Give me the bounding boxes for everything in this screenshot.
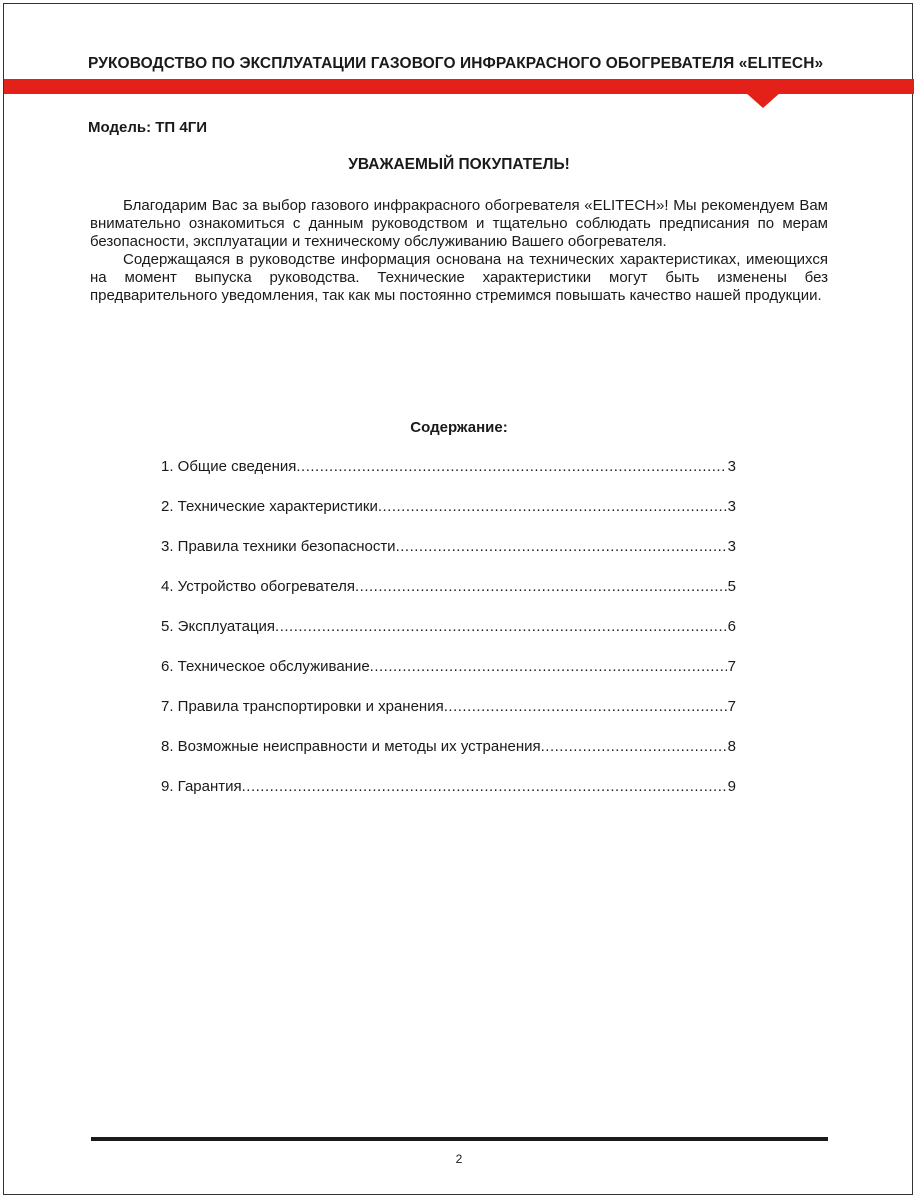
toc-item-title: 6. Техническое обслуживание [161,658,370,675]
toc-item[interactable] [161,778,736,818]
toc-item[interactable] [161,458,736,498]
toc-item-page: 8 [727,738,736,755]
toc-leader-dots [370,658,727,675]
toc-item[interactable] [161,738,736,778]
toc-heading: Содержание: [410,419,508,436]
toc-item-page: 6 [727,618,736,635]
toc-item-title: 2. Технические характеристики [161,498,378,515]
toc-item-title: 7. Правила транспортировки и хранения [161,698,444,715]
toc-leader-dots [275,618,727,635]
toc-leader-dots [541,738,727,755]
toc-item-page: 3 [727,538,736,555]
intro-paragraph-1: Благодарим Вас за выбор газового инфракрасного обогревателя «ELITECH»! Мы рекомендуем Вам внимательно ознакомиться с данным руководством и тщательно соблюдать предписания по мерам безопасности, эксплуатации и техническому обслуживанию Вашего обогревателя. [90,197,828,250]
toc-item-page: 5 [727,578,736,595]
toc-item-page: 9 [727,778,736,795]
document-header-title: РУКОВОДСТВО ПО ЭКСПЛУАТАЦИИ ГАЗОВОГО ИНФРАКРАСНОГО ОБОГРЕВАТЕЛЯ «ELITECH» [88,55,824,72]
toc-item-page: 7 [727,658,736,675]
model-label: Модель: ТП 4ГИ [88,119,207,136]
toc-item[interactable] [161,618,736,658]
toc-item-title: 8. Возможные неисправности и методы их устранения [161,738,541,755]
header-red-notch [745,92,781,108]
toc-item-title: 9. Гарантия [161,778,242,795]
toc-leader-dots [444,698,727,715]
toc-item-page: 7 [727,698,736,715]
toc-item[interactable] [161,578,736,618]
table-of-contents [161,458,736,818]
toc-leader-dots [378,498,727,515]
toc-item[interactable] [161,658,736,698]
toc-leader-dots [396,538,727,555]
intro-text [90,197,828,305]
toc-item[interactable] [161,698,736,738]
toc-item[interactable] [161,538,736,578]
toc-leader-dots [355,578,727,595]
toc-item-title: 4. Устройство обогревателя [161,578,355,595]
toc-item-page: 3 [727,458,736,475]
toc-item-title: 3. Правила техники безопасности [161,538,396,555]
toc-item-title: 5. Эксплуатация [161,618,276,635]
footer-rule [91,1137,828,1141]
toc-leader-dots [296,458,726,475]
toc-item-title: 1. Общие сведения [161,458,297,475]
toc-item[interactable] [161,498,736,538]
intro-paragraph-2: Содержащаяся в руководстве информация основана на технических характеристиках, имеющихся на момент выпуска руководства. Технические характеристики могут быть изменены без предварительного уведомления, так как мы постоянно стремимся повышать качество нашей продукции. [90,251,828,304]
greeting-heading: УВАЖАЕМЫЙ ПОКУПАТЕЛЬ! [348,156,570,173]
toc-leader-dots [242,778,727,795]
toc-item-page: 3 [727,498,736,515]
page-number: 2 [455,1152,463,1166]
